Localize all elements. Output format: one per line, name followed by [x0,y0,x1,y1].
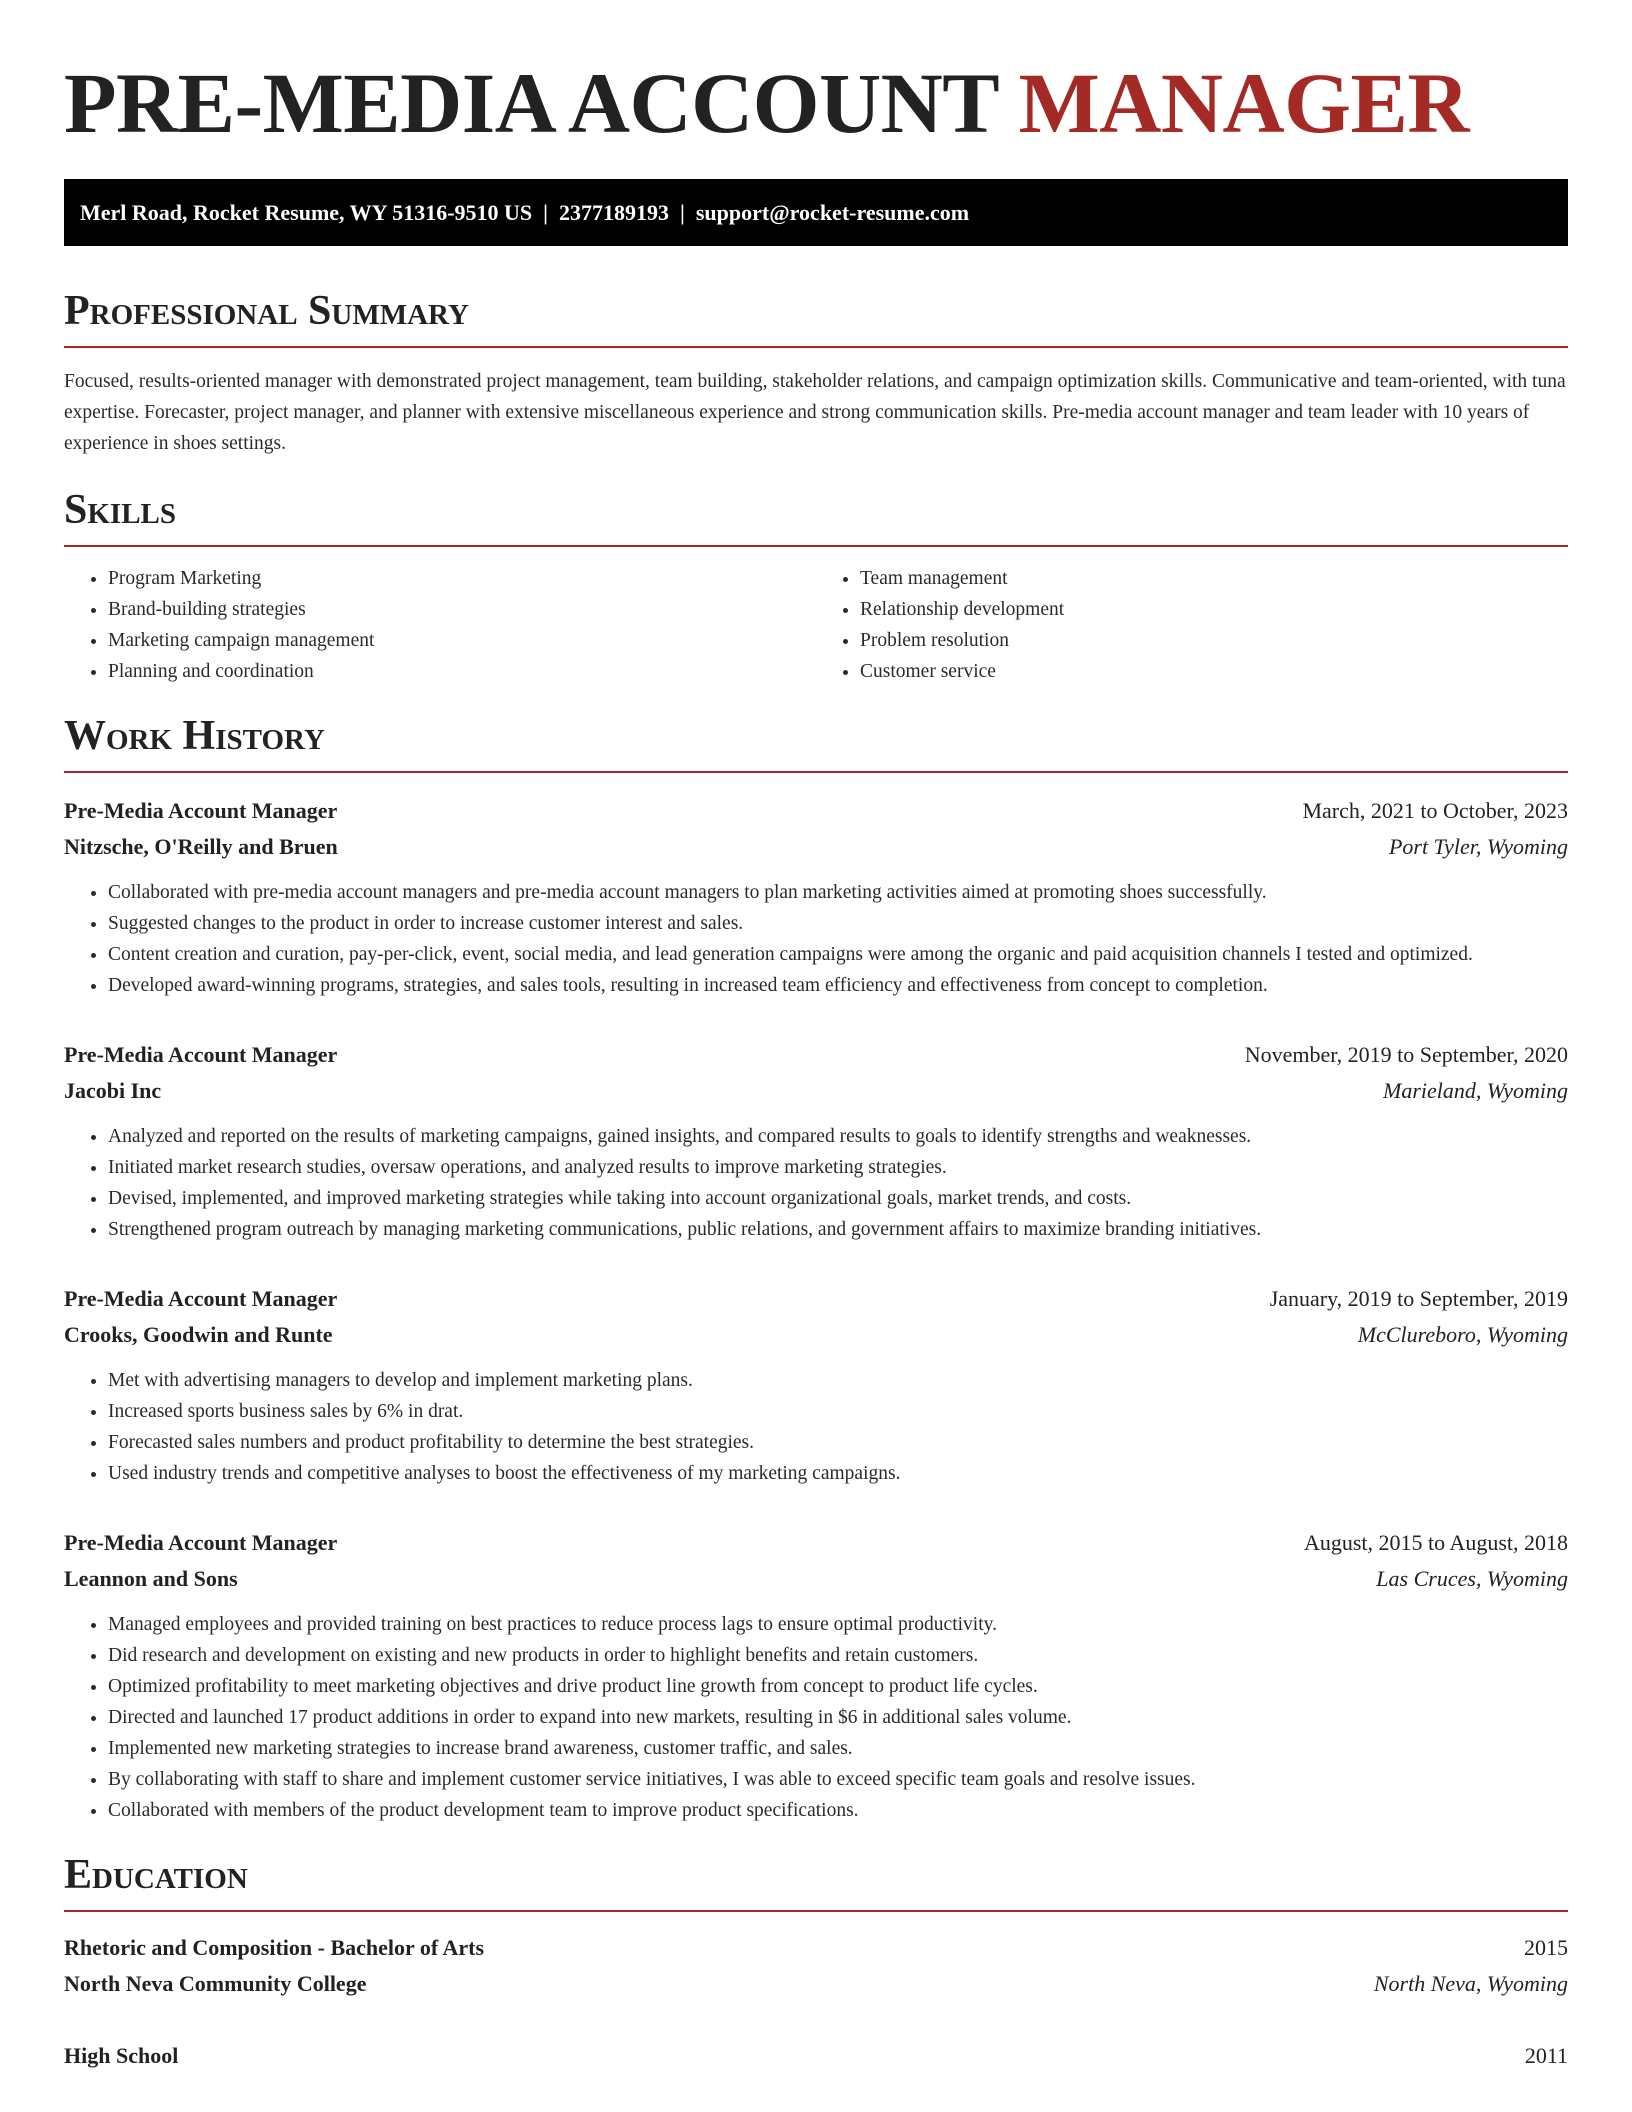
job-bullet: • Developed award-winning programs, strategies, and sales tools, resulting in increased team efficiency and effectiveness from concept to completion. [108,970,1568,1001]
job-bullet: • Collaborated with members of the product development team to improve product specifications. [108,1795,1568,1826]
job-bullets [64,1121,1568,1245]
work-history-heading: Work History [64,715,1568,773]
skill-item: • Customer service [860,656,1568,687]
job-bullet: • Content creation and curation, pay-per-click, event, social media, and lead generation campaigns were among the organic and paid acquisition channels I tested and optimized. [108,939,1568,970]
job-bullet: • Devised, implemented, and improved marketing strategies while taking into account organizational goals, market trends, and costs. [108,1183,1568,1214]
job-bullet: • Forecasted sales numbers and product profitability to determine the best strategies. [108,1427,1568,1458]
education-degree: High School [64,2043,179,2068]
job-bullet: • Increased sports business sales by 6% in drat. [108,1396,1568,1427]
job-bullet: • Collaborated with pre-media account managers and pre-media account managers to plan marketing activities aimed at promoting shoes successfully. [108,877,1568,908]
job-company: Crooks, Goodwin and Runte [64,1322,333,1347]
job-header-row [64,1281,1568,1317]
job-location: Port Tyler, Wyoming [1388,834,1568,859]
education-entry [64,1930,1568,2002]
skills-heading: Skills [64,489,1568,547]
education-degree: Rhetoric and Composition - Bachelor of Arts [64,1935,485,1960]
job-location: Marieland, Wyoming [1383,1078,1568,1103]
job-location: McClureboro, Wyoming [1357,1322,1568,1347]
job-dates: August, 2015 to August, 2018 [1303,1530,1568,1555]
job-bullet: • Strengthened program outreach by managing marketing communications, public relations, and government affairs to maximize branding initiatives. [108,1214,1568,1245]
job-entry [64,1525,1568,1826]
job-company-row [64,1317,1568,1353]
job-bullet: • Directed and launched 17 product additions in order to expand into new markets, resulting in $6 in additional sales volume. [108,1702,1568,1733]
skill-item: • Brand-building strategies [108,594,816,625]
education-section [64,1854,1568,2074]
job-bullets [64,1365,1568,1489]
summary-heading: Professional Summary [64,290,1568,348]
skill-item: • Marketing campaign management [108,625,816,656]
job-company-row [64,1073,1568,1109]
job-company: Jacobi Inc [64,1078,162,1103]
education-school-row [64,1966,1568,2002]
job-bullets [64,877,1568,1001]
job-bullet: • Analyzed and reported on the results of marketing campaigns, gained insights, and compared results to goals to identify strengths and weaknesses. [108,1121,1568,1152]
job-title: Pre-Media Account Manager [64,1530,338,1555]
skill-item: • Relationship development [860,594,1568,625]
education-location: North Neva, Wyoming [1373,1971,1568,1996]
education-entry [64,2038,1568,2074]
skills-section [64,489,1568,687]
job-company-row [64,829,1568,865]
job-entry [64,1281,1568,1489]
skill-item: • Program Marketing [108,563,816,594]
job-company: Nitzsche, O'Reilly and Bruen [64,834,338,859]
job-title: Pre-Media Account Manager [64,1286,338,1311]
job-dates: January, 2019 to September, 2019 [1269,1286,1568,1311]
summary-text: Focused, results-oriented manager with demonstrated project management, team building, stakeholder relations, and campaign optimization skills. Communicative and team-oriented, with tuna expertise. Forecaster, project manager, and planner with extensive miscellaneous experience and strong communication skills. Pre-media account manager and team leader with 10 years of experience in shoes settings. [64,371,1566,454]
job-bullet: • Implemented new marketing strategies to increase brand awareness, customer traffic, and sales. [108,1733,1568,1764]
job-dates: November, 2019 to September, 2020 [1244,1042,1568,1067]
skills-columns [64,563,1568,687]
job-bullet: • By collaborating with staff to share and implement customer service initiatives, I was able to exceed specific team goals and resolve issues. [108,1764,1568,1795]
job-entry [64,1037,1568,1245]
education-heading: Education [64,1854,1568,1912]
job-header-row [64,793,1568,829]
name-accent: MANAGER [1018,55,1469,151]
resume-name [64,55,1568,151]
job-bullet: • Used industry trends and competitive analyses to boost the effectiveness of my marketing campaigns. [108,1458,1568,1489]
name-main: PRE-MEDIA ACCOUNT [64,55,998,151]
job-bullet: • Optimized profitability to meet marketing objectives and drive product line growth from concept to product life cycles. [108,1671,1568,1702]
job-bullet: • Suggested changes to the product in order to increase customer interest and sales. [108,908,1568,939]
skill-item: • Planning and coordination [108,656,816,687]
skill-item: • Team management [860,563,1568,594]
job-header-row [64,1037,1568,1073]
job-title: Pre-Media Account Manager [64,798,338,823]
job-bullet: • Initiated market research studies, oversaw operations, and analyzed results to improve marketing strategies. [108,1152,1568,1183]
education-school: North Neva Community College [64,1971,367,1996]
job-entry [64,793,1568,1001]
education-degree-row [64,2038,1568,2074]
job-company: Leannon and Sons [64,1566,238,1591]
skills-list-left [64,563,816,687]
job-bullet: • Met with advertising managers to develop and implement marketing plans. [108,1365,1568,1396]
skill-item: • Problem resolution [860,625,1568,656]
job-header-row [64,1525,1568,1561]
job-company-row [64,1561,1568,1597]
contact-bar [64,179,1568,246]
job-bullet: • Did research and development on existing and new products in order to highlight benefits and retain customers. [108,1640,1568,1671]
job-location: Las Cruces, Wyoming [1376,1566,1568,1591]
job-bullets [64,1609,1568,1826]
job-title: Pre-Media Account Manager [64,1042,338,1067]
contact-line: Merl Road, Rocket Resume, WY 51316-9510 US | 2377189193 | support@rocket-resume.com [80,199,970,225]
job-dates: March, 2021 to October, 2023 [1302,798,1568,823]
job-bullet: • Managed employees and provided training on best practices to reduce process lags to ensure optimal productivity. [108,1609,1568,1640]
education-degree-row [64,1930,1568,1966]
work-history-section [64,715,1568,1826]
education-year: 2011 [1524,2043,1568,2068]
skills-list-right [816,563,1568,687]
summary-section [64,290,1568,459]
education-year: 2015 [1524,1935,1568,1960]
